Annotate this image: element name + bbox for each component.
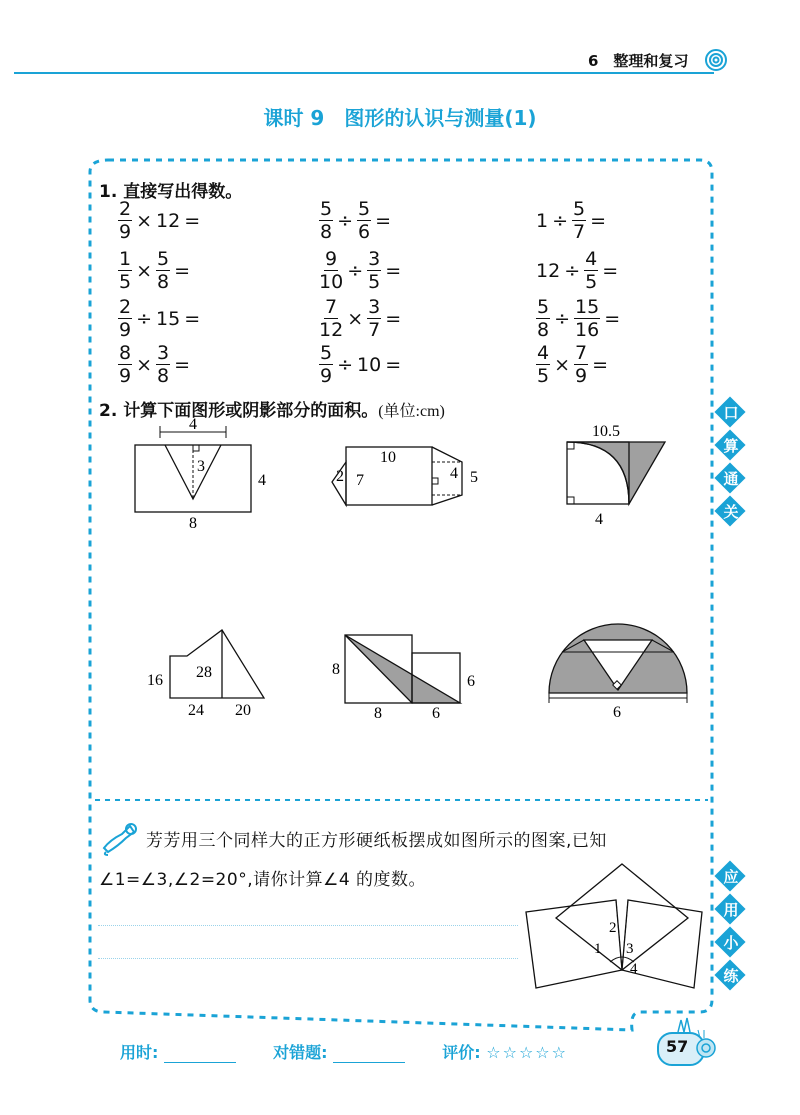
q1-title: 1. 直接写出得数。 bbox=[99, 182, 243, 202]
denominator: 8 bbox=[320, 221, 333, 243]
numerator: 5 bbox=[573, 198, 586, 220]
angle-4: 4 bbox=[630, 961, 638, 977]
side-tag-char: 练 bbox=[723, 967, 739, 985]
chapter-title: 6 整理和复习 bbox=[588, 52, 689, 70]
figure-4 bbox=[147, 630, 264, 719]
denominator: 9 bbox=[119, 319, 132, 341]
operator: ÷ bbox=[347, 260, 364, 282]
numerator: 1 bbox=[119, 248, 132, 270]
q3-squares-figure bbox=[520, 860, 710, 1010]
angle-3: 3 bbox=[626, 941, 634, 957]
operand: 15 bbox=[156, 308, 181, 330]
fig1-height: 3 bbox=[197, 458, 205, 475]
denominator: 9 bbox=[575, 365, 588, 387]
side-tag bbox=[716, 895, 746, 925]
q2-unit: (单位:cm) bbox=[378, 403, 445, 420]
numerator: 7 bbox=[325, 296, 338, 318]
operator: ÷ bbox=[337, 210, 354, 232]
figure-2 bbox=[332, 447, 478, 505]
denominator: 5 bbox=[585, 271, 598, 293]
numerator: 4 bbox=[585, 248, 598, 270]
side-tag-char: 关 bbox=[723, 503, 739, 521]
figure-3 bbox=[567, 423, 665, 528]
footer bbox=[120, 1040, 568, 1063]
numerator: 2 bbox=[119, 296, 132, 318]
time-label: 用时: bbox=[120, 1043, 159, 1062]
side-tag-char: 小 bbox=[723, 934, 739, 952]
side-tag bbox=[716, 928, 746, 958]
angle-2: 2 bbox=[609, 920, 617, 936]
rating-stars[interactable]: ☆☆☆☆☆ bbox=[486, 1043, 568, 1062]
figure-5 bbox=[332, 635, 475, 722]
figure-6 bbox=[549, 624, 687, 721]
operand: 10 bbox=[357, 354, 382, 376]
equals-sign: = bbox=[174, 260, 191, 282]
operator: ÷ bbox=[552, 210, 569, 232]
angle-1: 1 bbox=[594, 941, 602, 957]
answer-line-2 bbox=[98, 958, 518, 959]
denominator: 6 bbox=[358, 221, 371, 243]
equals-sign: = bbox=[592, 354, 609, 376]
equals-sign: = bbox=[604, 308, 621, 330]
operator: × bbox=[136, 260, 153, 282]
denominator: 5 bbox=[537, 365, 550, 387]
denominator: 9 bbox=[119, 365, 132, 387]
denominator: 8 bbox=[537, 319, 550, 341]
numerator: 5 bbox=[157, 248, 170, 270]
equals-sign: = bbox=[590, 210, 607, 232]
q3-line2: ∠1=∠3,∠2=20°,请你计算∠4 的度数。 bbox=[99, 870, 427, 890]
denominator: 9 bbox=[320, 365, 333, 387]
operator: ÷ bbox=[337, 354, 354, 376]
q3-line1: 芳芳用三个同样大的正方形硬纸板摆成如图所示的图案,已知 bbox=[146, 831, 607, 851]
denominator: 5 bbox=[368, 271, 381, 293]
operator: × bbox=[347, 308, 364, 330]
fig3-top: 10.5 bbox=[592, 423, 620, 440]
operand: 1 bbox=[536, 210, 549, 232]
numerator: 8 bbox=[119, 342, 132, 364]
denominator: 16 bbox=[575, 319, 600, 341]
side-tag-char: 用 bbox=[723, 901, 739, 919]
rating-label: 评价: bbox=[442, 1043, 481, 1062]
fig2-right: 5 bbox=[470, 469, 478, 486]
equals-sign: = bbox=[174, 354, 191, 376]
denominator: 7 bbox=[573, 221, 586, 243]
denominator: 7 bbox=[368, 319, 381, 341]
operand: 12 bbox=[536, 260, 561, 282]
operator: ÷ bbox=[554, 308, 571, 330]
numerator: 3 bbox=[368, 248, 381, 270]
numerator: 5 bbox=[320, 342, 333, 364]
operator: ÷ bbox=[564, 260, 581, 282]
q2-title-text: 2. 计算下面图形或阴影部分的面积。 bbox=[99, 401, 379, 421]
fig2-tri: 2 bbox=[336, 468, 344, 485]
numerator: 5 bbox=[537, 296, 550, 318]
operator: × bbox=[136, 354, 153, 376]
operand: 12 bbox=[156, 210, 181, 232]
snail-icon bbox=[690, 1028, 720, 1062]
denominator: 5 bbox=[119, 271, 132, 293]
trumpet-icon bbox=[100, 822, 138, 856]
fig1-top: 4 bbox=[189, 416, 197, 433]
denominator: 9 bbox=[119, 221, 132, 243]
equals-sign: = bbox=[602, 260, 619, 282]
numerator: 3 bbox=[157, 342, 170, 364]
time-blank[interactable] bbox=[164, 1046, 236, 1063]
equals-sign: = bbox=[184, 308, 201, 330]
numerator: 7 bbox=[575, 342, 588, 364]
fig5-left: 8 bbox=[332, 661, 340, 678]
denominator: 8 bbox=[157, 271, 170, 293]
numerator: 9 bbox=[325, 248, 338, 270]
numerator: 5 bbox=[358, 198, 371, 220]
numerator: 4 bbox=[537, 342, 550, 364]
side-tag-char: 口 bbox=[723, 404, 739, 422]
answer-line-1 bbox=[98, 925, 518, 926]
denominator: 8 bbox=[157, 365, 170, 387]
equals-sign: = bbox=[385, 260, 402, 282]
fig2-left: 7 bbox=[356, 472, 364, 489]
equals-sign: = bbox=[385, 354, 402, 376]
side-tag bbox=[716, 961, 746, 991]
fig4-bottom-left: 24 bbox=[188, 702, 204, 719]
operator: × bbox=[554, 354, 571, 376]
operator: × bbox=[136, 210, 153, 232]
side-tag-char: 通 bbox=[723, 470, 739, 488]
fig1-right: 4 bbox=[258, 472, 266, 489]
fig2-inner: 4 bbox=[450, 465, 458, 482]
fig5-bottom-left: 8 bbox=[374, 705, 382, 722]
numerator: 5 bbox=[320, 198, 333, 220]
page-title: 课时 9 图形的认识与测量(1) bbox=[263, 106, 537, 130]
equals-sign: = bbox=[184, 210, 201, 232]
numerator: 2 bbox=[119, 198, 132, 220]
fig4-inner: 28 bbox=[196, 664, 212, 681]
fig4-left: 16 bbox=[147, 672, 163, 689]
page-number: 57 bbox=[666, 1037, 689, 1056]
side-tag-char: 算 bbox=[723, 437, 739, 455]
fig2-top: 10 bbox=[380, 449, 396, 466]
denominator: 12 bbox=[319, 319, 344, 341]
side-tag-char: 应 bbox=[723, 868, 739, 886]
operator: ÷ bbox=[136, 308, 153, 330]
figure-1 bbox=[135, 416, 266, 532]
fig3-bottom: 4 bbox=[595, 511, 603, 528]
fig5-right: 6 bbox=[467, 673, 475, 690]
grass-icon bbox=[676, 1016, 692, 1032]
denominator: 10 bbox=[319, 271, 344, 293]
errors-label: 对错题: bbox=[273, 1043, 328, 1062]
numerator: 15 bbox=[575, 296, 600, 318]
numerator: 3 bbox=[368, 296, 381, 318]
fig6-diameter: 6 bbox=[613, 704, 621, 721]
fig1-bottom: 8 bbox=[189, 515, 197, 532]
equals-sign: = bbox=[385, 308, 402, 330]
side-tag bbox=[716, 862, 746, 892]
fig4-bottom-right: 20 bbox=[235, 702, 251, 719]
errors-blank[interactable] bbox=[333, 1046, 405, 1063]
equals-sign: = bbox=[375, 210, 392, 232]
fig5-bottom-right: 6 bbox=[432, 705, 440, 722]
